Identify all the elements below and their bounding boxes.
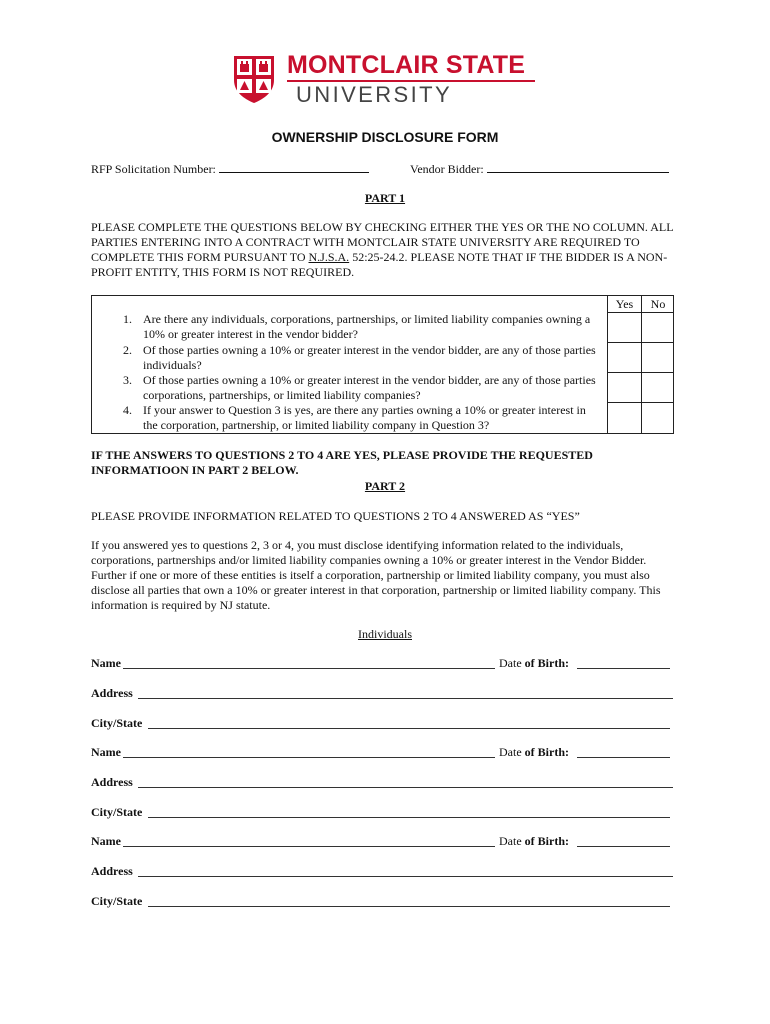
city-state-input-line-3[interactable]: [148, 906, 670, 907]
address-field: Address: [91, 775, 673, 791]
logo-line2: UNIVERSITY: [296, 82, 453, 107]
address-input-line-3[interactable]: [138, 876, 673, 877]
yes-checkbox-q1[interactable]: [608, 313, 641, 342]
form-title: OWNERSHIP DISCLOSURE FORM: [271, 129, 499, 145]
no-checkbox-q4[interactable]: [642, 403, 674, 433]
shield-icon: [232, 52, 276, 104]
part2-intro: PLEASE PROVIDE INFORMATION RELATED TO QUESTIONS 2 TO 4 ANSWERED AS “YES”: [91, 509, 580, 523]
address-input-line-1[interactable]: [138, 698, 673, 699]
yes-checkbox-q4[interactable]: [608, 403, 641, 433]
address-field: Address: [91, 864, 673, 880]
part1-instructions: PLEASE COMPLETE THE QUESTIONS BELOW BY CHECKING EITHER THE YES OR THE NO COLUMN. ALL PARTIES ENTERING INTO A CONTRACT WITH MONTCLAIR STATE UNIVERSITY ARE REQUIRED TO COMPLETE THIS FORM PURSUANT TO N.J.S.A. 52:25-24.2. PLEASE NOTE THAT IF THE BIDDER IS A NON-PROFIT ENTITY, THIS FORM IS NOT REQUIRED.: [91, 220, 674, 279]
name-input-line-2[interactable]: [123, 757, 495, 758]
yes-checkbox-q2[interactable]: [608, 343, 641, 372]
questions-table: Yes No 1. Are there any individuals, corporations, partnerships, or limited liability companies owning a 10% or greater interest in the vendor bidder? 2. Of those parties owning a 10% or greater interest in the vendor bidder, are any of those parties individuals? 3. Of those parties owning a 10% or greater interest in the vendor bidder, are any of those parties corporations, partnerships, or limited liability companies? 4. If your answer to Question 3 is yes, are there any parties owning a 10% or greater interest in the corporation, partnership, or limited liability company in Question 3?: [91, 295, 674, 434]
part2-body: If you answered yes to questions 2, 3 or 4, you must disclose identifying information related to the individuals, corporations, partnerships and/or limited liability companies owning a 10% or greater interest in the Vendor Bidder. Further if one or more of these entities is itself a corporation, partnership or limited liability company, you must also disclose all parties that own a 10% or greater interest in that corporation, partnership or limited liability company. This information is required by NJ statute.: [91, 538, 661, 612]
name-field: Name Date of Birth:: [91, 656, 673, 672]
dob-label: Date of Birth:: [499, 834, 569, 848]
dob-input-line-1[interactable]: [577, 668, 670, 669]
individuals-heading: Individuals: [358, 627, 412, 641]
yes-header: Yes: [615, 297, 634, 311]
dob-input-line-2[interactable]: [577, 757, 670, 758]
city-state-input-line-1[interactable]: [148, 728, 670, 729]
logo-line1: MONTCLAIR STATE: [287, 51, 526, 79]
yes-checkbox-q3[interactable]: [608, 373, 641, 402]
part1-heading: PART 1: [364, 191, 406, 205]
address-field: Address: [91, 686, 673, 702]
name-field: Name Date of Birth:: [91, 834, 673, 850]
no-checkbox-q2[interactable]: [642, 343, 674, 372]
rfp-field: [91, 161, 369, 177]
vendor-label: Vendor Bidder:: [410, 162, 484, 176]
rfp-input-line[interactable]: [219, 161, 369, 173]
name-field: Name Date of Birth:: [91, 745, 673, 761]
rfp-label: RFP Solicitation Number:: [91, 162, 216, 176]
vendor-field: [410, 161, 669, 177]
statute-ref: N.J.S.A.: [308, 250, 350, 264]
dob-label: Date of Birth:: [499, 745, 569, 759]
city-state-field: City/State: [91, 716, 673, 732]
vendor-input-line[interactable]: [487, 161, 669, 173]
name-input-line-3[interactable]: [123, 846, 495, 847]
dob-label: Date of Birth:: [499, 656, 569, 670]
name-input-line-1[interactable]: [123, 668, 495, 669]
city-state-field: City/State: [91, 894, 673, 910]
no-header: No: [650, 297, 666, 311]
part2-heading: PART 2: [364, 479, 406, 493]
address-input-line-2[interactable]: [138, 787, 673, 788]
no-checkbox-q1[interactable]: [642, 313, 674, 342]
dob-input-line-3[interactable]: [577, 846, 670, 847]
no-checkbox-q3[interactable]: [642, 373, 674, 402]
city-state-field: City/State: [91, 805, 673, 821]
part2-notice: IF THE ANSWERS TO QUESTIONS 2 TO 4 ARE YES, PLEASE PROVIDE THE REQUESTED INFORMATIOON IN PART 2 BELOW.: [91, 448, 593, 477]
university-logo: [232, 52, 542, 108]
city-state-input-line-2[interactable]: [148, 817, 670, 818]
